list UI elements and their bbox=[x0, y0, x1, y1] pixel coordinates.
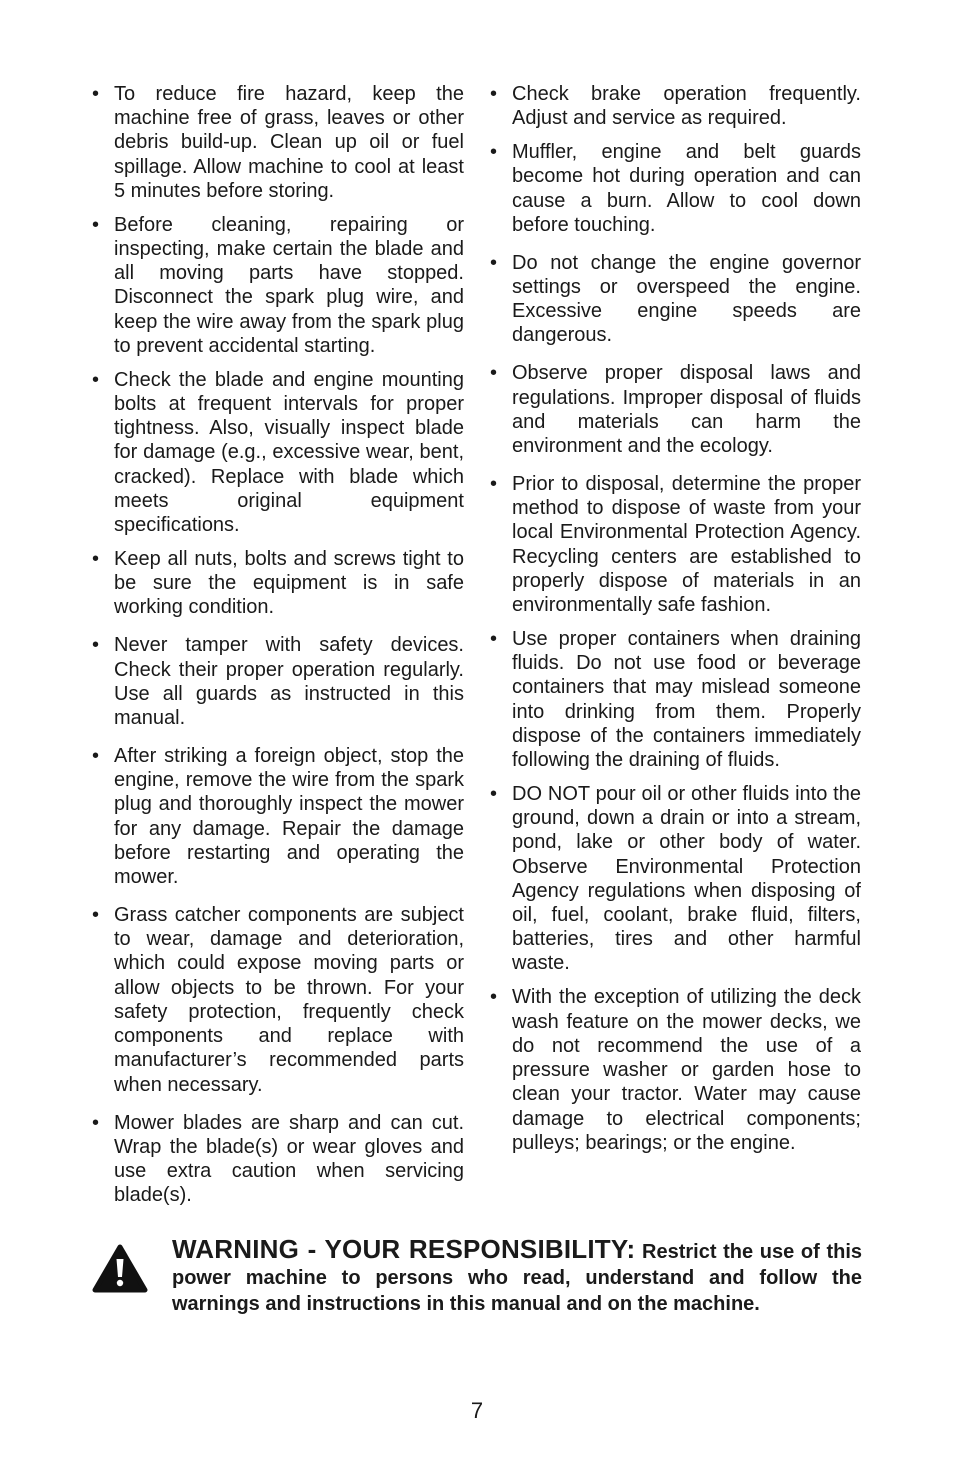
list-item-text: Muffler, engine and belt guards become hot during operation and can cause a burn. Allow to cool down before touching. bbox=[512, 141, 861, 236]
bullet-icon: • bbox=[490, 628, 498, 651]
bullet-icon: • bbox=[490, 141, 498, 164]
list-item-text: Observe proper disposal laws and regulations. Improper disposal of fluids and materials can harm the environment and the ecology. bbox=[512, 362, 861, 458]
list-item bbox=[488, 985, 861, 1154]
bullet-icon: • bbox=[490, 83, 498, 105]
list-item bbox=[488, 472, 861, 617]
list-item bbox=[90, 213, 464, 358]
list-item-text: Check brake operation frequently. Adjust and service as required. bbox=[512, 83, 861, 130]
list-item-text: Never tamper with safety devices. Check their proper operation regularly. Use all guards as instructed in this manual. bbox=[114, 634, 464, 730]
list-item-text: Before cleaning, repairing or inspecting, make certain the blade and all moving parts have stopped. Disconnect the spark plug wire, and keep the wire away from the spark plug to prevent accidental starting. bbox=[114, 213, 464, 357]
list-item bbox=[488, 82, 861, 130]
list-item-text: Do not change the engine governor settings or overspeed the engine. Excessive engine speeds are dangerous. bbox=[512, 251, 861, 347]
bullet-icon: • bbox=[92, 548, 100, 571]
list-item-text: Use proper containers when draining fluids. Do not use food or beverage containers that may mislead someone into drinking from them. Properly dispose of the containers immediately following the draining of fluids. bbox=[512, 628, 861, 772]
bullet-icon: • bbox=[490, 473, 498, 496]
bullet-icon: • bbox=[92, 634, 100, 657]
list-item bbox=[90, 1111, 464, 1208]
list-item bbox=[90, 633, 464, 730]
list-item-text: Keep all nuts, bolts and screws tight to be sure the equipment is in safe working condition. bbox=[114, 548, 464, 619]
list-item bbox=[488, 782, 861, 976]
right-bullet-list bbox=[488, 82, 861, 1155]
left-bullet-list bbox=[90, 82, 464, 1207]
left-column bbox=[90, 82, 464, 1217]
list-item-text: With the exception of utilizing the deck wash feature on the mower decks, we do not recommend the use of a pressure washer or garden hose to clean your tractor. Water may cause damage to electrical components; pulleys; bearings; or the engine. bbox=[512, 986, 861, 1154]
bullet-icon: • bbox=[92, 213, 100, 236]
list-item bbox=[488, 140, 861, 237]
bullet-icon: • bbox=[490, 362, 498, 385]
bullet-icon: • bbox=[490, 783, 498, 806]
warning-body: Restrict the use of this power machine to persons who read, understand and follow the warnings and instructions in this manual and on the machine. bbox=[172, 1241, 862, 1315]
list-item bbox=[488, 627, 861, 772]
list-item bbox=[90, 547, 464, 620]
list-item-text: Grass catcher components are subject to wear, damage and deterioration, which could expose moving parts or allow objects to be thrown. For your safety protection, frequently check components and replace with manufacturer’s recommended parts when necessary. bbox=[114, 904, 464, 1096]
list-item-text: Mower blades are sharp and can cut. Wrap the blade(s) or wear gloves and use extra caution when servicing blade(s). bbox=[114, 1111, 464, 1207]
bullet-icon: • bbox=[92, 745, 100, 768]
list-item bbox=[488, 361, 861, 458]
bullet-icon: • bbox=[92, 1111, 100, 1134]
bullet-icon: • bbox=[92, 904, 100, 927]
right-column bbox=[488, 82, 861, 1165]
list-item-text: To reduce fire hazard, keep the machine free of grass, leaves or other debris build-up. Clean up oil or fuel spillage. Allow machine to cool at least 5 minutes before storing. bbox=[114, 83, 464, 202]
list-item-text: Check the blade and engine mounting bolts at frequent intervals for proper tightness. Also, visually inspect blade for damage (e.g., excessive wear, bent, cracked). Replace with blade which meets original equipment specifications. bbox=[114, 368, 464, 537]
list-item bbox=[90, 82, 464, 203]
warning-text bbox=[172, 1236, 862, 1317]
list-item bbox=[90, 903, 464, 1097]
list-item-text: After striking a foreign object, stop the engine, remove the wire from the spark plug and thoroughly inspect the mower for any damage. Repair the damage before restarting and operating the mower. bbox=[114, 745, 464, 889]
warning-triangle-icon bbox=[92, 1244, 148, 1294]
list-item bbox=[90, 368, 464, 537]
bullet-icon: • bbox=[490, 251, 498, 274]
list-item bbox=[90, 744, 464, 889]
bullet-icon: • bbox=[92, 368, 100, 391]
bullet-icon: • bbox=[490, 986, 498, 1009]
list-item-text: DO NOT pour oil or other fluids into the ground, down a drain or into a stream, pond, lake or other body of water. Observe Environmental Protection Agency regulations when disposing of oil, fuel, coolant, brake fluid, filters, batteries, tires and other harmful waste. bbox=[512, 783, 861, 975]
warning-heading: WARNING - YOUR RESPONSIBILITY: bbox=[172, 1234, 636, 1264]
bullet-icon: • bbox=[92, 83, 100, 105]
list-item bbox=[488, 251, 861, 348]
page-number: 7 bbox=[470, 1398, 484, 1423]
list-item-text: Prior to disposal, determine the proper method to dispose of waste from your local Environmental Protection Agency. Recycling centers are established to properly dispose of materials in an environmentally safe fashion. bbox=[512, 473, 861, 617]
